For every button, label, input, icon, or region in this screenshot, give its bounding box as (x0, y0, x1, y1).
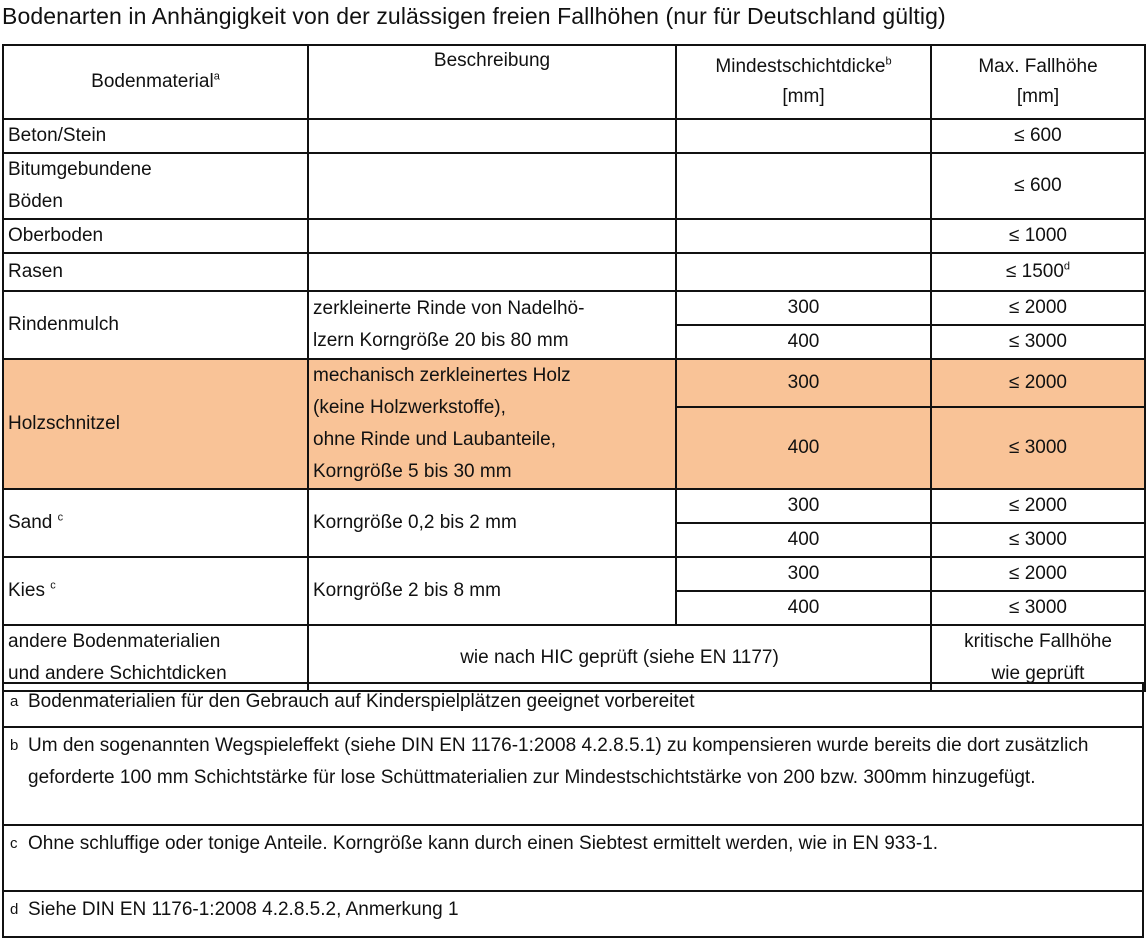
table-row (3, 119, 1145, 153)
header-beschreibung: Beschreibung (308, 45, 676, 119)
table-row (3, 153, 1145, 219)
cell-fallhoehe: ≤ 3000 (931, 591, 1145, 625)
table-row (3, 557, 1145, 591)
cell-material: Bitumgebundene Böden (3, 153, 308, 219)
cell-dicke: 300 (676, 489, 931, 523)
table-row (3, 253, 1145, 291)
cell-dicke: 300 (676, 291, 931, 325)
cell-fallhoehe: ≤ 1000 (931, 219, 1145, 253)
footnote-row (3, 727, 1143, 825)
header-material: Bodenmaterial$^a$ (3, 45, 308, 119)
header-fallhoehe: Max. Fallhöhe [mm] (931, 45, 1145, 119)
footnote-b: b Um den sogenannten Wegspieleffekt (siehe DIN EN 1176-1:2008 4.2.8.5.1) zu kompensieren wurde bereits die dort zusätzlich geforderte 100 mm Schichtstärke für lose Schüttmaterialien zur Mindestschichtstärke von 200 bzw. 300mm hinzugefügt. (3, 727, 1143, 825)
cell-dicke: 400 (676, 523, 931, 557)
cell-material: Beton/Stein (3, 119, 308, 153)
cell-beschreibung: mechanisch zerkleinertes Holz (keine Holzwerkstoffe), ohne Rinde und Laubanteile, Korngröße 5 bis 30 mm (308, 359, 676, 489)
cell-fallhoehe: ≤ 3000 (931, 407, 1145, 489)
cell-fallhoehe: ≤ 2000 (931, 489, 1145, 523)
footnote-row (3, 683, 1143, 727)
cell-material: Rasen (3, 253, 308, 291)
cell-beschreibung: wie nach HIC geprüft (siehe EN 1177) (308, 625, 931, 691)
cell-dicke: 300 (676, 359, 931, 407)
cell-material: Sand $^c$ (3, 489, 308, 557)
header-dicke: Mindestschichtdicke$^b$ [mm] (676, 45, 931, 119)
cell-beschreibung: Korngröße 0,2 bis 2 mm (308, 489, 676, 557)
table-row-highlighted (3, 359, 1145, 407)
cell-fallhoehe: ≤ 3000 (931, 325, 1145, 359)
table-row (3, 219, 1145, 253)
footnotes-table (2, 682, 1144, 938)
cell-dicke: 400 (676, 407, 931, 489)
header-row (3, 45, 1145, 119)
cell-fallhoehe: kritische Fallhöhe wie geprüft (931, 625, 1145, 691)
footnote-a: a Bodenmaterialien für den Gebrauch auf Kinderspielplätzen geeignet vorbereitet (3, 683, 1143, 727)
cell-fallhoehe: ≤ 600 (931, 153, 1145, 219)
table-row (3, 489, 1145, 523)
cell-material: Rindenmulch (3, 291, 308, 359)
table-row (3, 291, 1145, 325)
cell-fallhoehe: ≤ 2000 (931, 359, 1145, 407)
cell-dicke: 400 (676, 591, 931, 625)
cell-beschreibung: Korngröße 2 bis 8 mm (308, 557, 676, 625)
cell-fallhoehe: ≤ 2000 (931, 557, 1145, 591)
cell-fallhoehe: ≤ 3000 (931, 523, 1145, 557)
cell-material: Holzschnitzel (3, 359, 308, 489)
footnote-row (3, 825, 1143, 891)
cell-fallhoehe: ≤ 2000 (931, 291, 1145, 325)
cell-fallhoehe: ≤ $1500^d$ (931, 253, 1145, 291)
footnote-row (3, 891, 1143, 937)
fallhoehe-table (2, 44, 1146, 692)
cell-beschreibung: zerkleinerte Rinde von Nadelhö- lzern Korngröße 20 bis 80 mm (308, 291, 676, 359)
page-title: Bodenarten in Anhängigkeit von der zulässigen freien Fallhöhen (nur für Deutschland gültig) (2, 3, 946, 29)
cell-material: Kies $^c$ (3, 557, 308, 625)
footnote-c: c Ohne schluffige oder tonige Anteile. Korngröße kann durch einen Siebtest ermittelt werden, wie in EN 933-1. (3, 825, 1143, 891)
cell-material: andere Bodenmaterialien und andere Schichtdicken (3, 625, 308, 691)
cell-material: Oberboden (3, 219, 308, 253)
footnote-d: d Siehe DIN EN 1176-1:2008 4.2.8.5.2, Anmerkung 1 (3, 891, 1143, 937)
cell-dicke: 300 (676, 557, 931, 591)
cell-dicke: 400 (676, 325, 931, 359)
cell-fallhoehe: ≤ 600 (931, 119, 1145, 153)
